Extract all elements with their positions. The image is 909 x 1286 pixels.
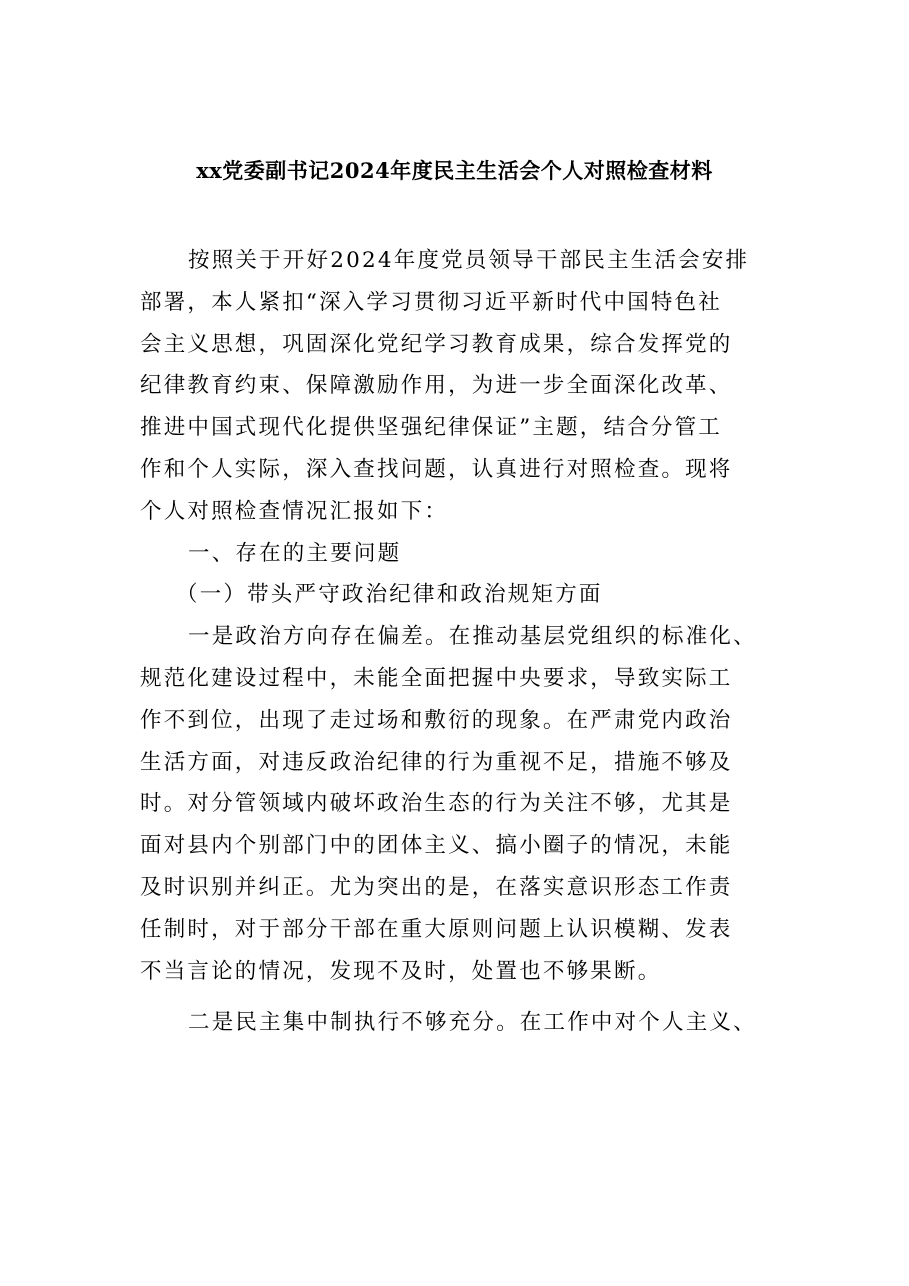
paragraph-line: 任制时，对于部分干部在重大原则问题上认识模糊、发表 xyxy=(140,916,733,942)
paragraph-line: 作不到位，出现了走过场和敷衍的现象。在严肃党内政治 xyxy=(140,707,733,733)
paragraph-line: 按照关于开好2024年度党员领导干部民主生活会安排 xyxy=(188,248,750,273)
paragraph-line: 纪律教育约束、保障激励作用，为进一步全面深化改革、 xyxy=(140,373,733,399)
subsection-heading: （一）带头严守政治纪律和政治规矩方面 xyxy=(176,582,603,608)
paragraph-line: 一是政治方向存在偏差。在推动基层党组织的标准化、 xyxy=(188,624,757,650)
paragraph-line: 部署，本人紧扣“深入学习贯彻习近平新时代中国特色社 xyxy=(140,289,722,315)
paragraph-line: 二是民主集中制执行不够充分。在工作中对个人主义、 xyxy=(188,1010,757,1036)
paragraph-line: 生活方面，对违反政治纪律的行为重视不足，措施不够及 xyxy=(140,749,733,775)
paragraph-line: 时。对分管领域内破坏政治生态的行为关注不够，尤其是 xyxy=(140,791,733,817)
paragraph-line: 作和个人实际，深入查找问题，认真进行对照检查。现将 xyxy=(140,456,733,482)
section-heading: 一、存在的主要问题 xyxy=(188,540,402,566)
paragraph-line: 及时识别并纠正。尤为突出的是，在落实意识形态工作责 xyxy=(140,874,733,900)
paragraph-line: 规范化建设过程中，未能全面把握中央要求，导致实际工 xyxy=(140,665,733,691)
paragraph-line: 推进中国式现代化提供坚强纪律保证”主题，结合分管工 xyxy=(140,415,722,441)
paragraph-line: 会主义思想，巩固深化党纪学习教育成果，综合发挥党的 xyxy=(140,331,733,357)
document-title: xx党委副书记2024年度民主生活会个人对照检查材料 xyxy=(196,158,713,183)
paragraph-line: 不当言论的情况，发现不及时，处置也不够果断。 xyxy=(140,958,662,984)
document-body xyxy=(140,240,790,1044)
paragraph-line: 个人对照检查情况汇报如下： xyxy=(140,498,449,524)
paragraph-line: 面对县内个别部门中的团体主义、搞小圈子的情况，未能 xyxy=(140,833,733,859)
paragraph-gap xyxy=(140,992,790,1002)
